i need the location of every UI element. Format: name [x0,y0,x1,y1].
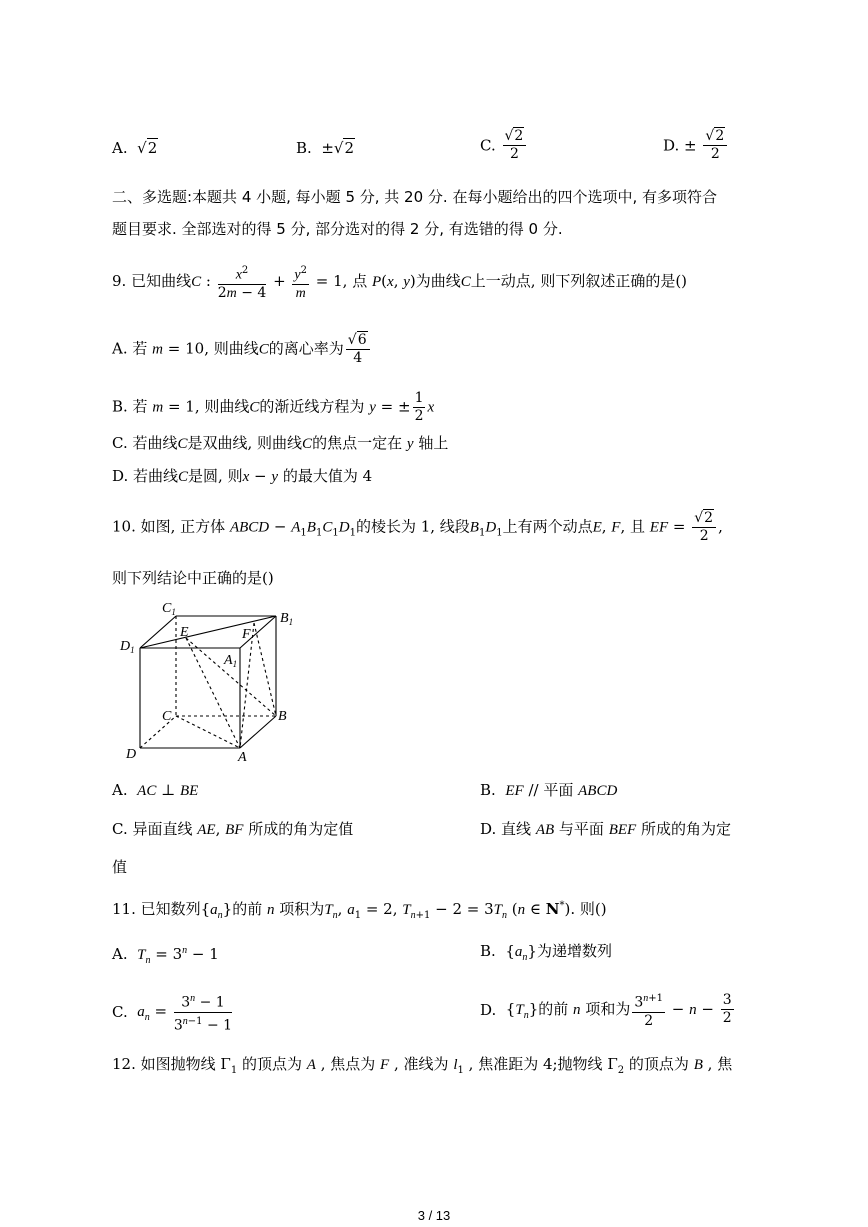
label-c1: $C_1$ [162,601,176,617]
label-f: F [242,627,251,642]
q11-option-a: A. $T_n = 3^n - 1$ [112,945,219,966]
fraction: $\frac{3}{2}$ [722,992,732,1027]
q11-option-d: D. $\{T_n\}$的前 n 项和为 $\frac{3^{n+1}}{2}$ − n − $\frac{3}{2}$ [480,990,736,1030]
q10-option-a: A. AC ⊥ BE [112,781,199,799]
fraction: $\frac{y^2}{m}$ [292,262,309,302]
sqrt-expression: √2 [137,139,158,157]
cube-figure [118,598,308,766]
q9-stem: 9. 已知曲线C : $\frac{x^2}{2m - 4}$ + $\frac{y^2}{m}$ = 1, 点 P(x, y)为曲线C上一动点, 则下列叙述正确的是() [112,262,687,302]
q10-stem-line2: 则下列结论中正确的是() [112,569,274,587]
q8-option-b: B. ±√2 [296,139,355,157]
sqrt-expression: √2 [333,139,355,157]
label-c: C [162,709,172,724]
q12-stem: 12. 如图抛物线 $\Gamma_1$ 的顶点为 A , 焦点为 F , 准线为 $l_1$ , 焦准距为 4;抛物线 $\Gamma_2$ 的顶点为 B , 焦 [112,1055,733,1076]
q8-option-c: C. $\frac{√2}{2}$ [480,128,528,163]
fraction: $\frac{√2}{2}$ [703,128,727,163]
section-header-line1: 二、多选题:本题共 4 小题, 每小题 5 分, 共 20 分. 在每小题给出的四个选项中, 有多项符合 [112,188,717,206]
page-number: 3 / 13 [417,1208,451,1223]
q9-option-c: C. 若曲线C是双曲线, 则曲线C的焦点一定在 y 轴上 [112,434,449,452]
label-d: D [126,747,137,762]
q11-option-c: C. $a_n$ = $\frac{3^n - 1}{3^{n-1} - 1}$ [112,990,234,1034]
label-d1: $D_1$ [120,639,135,655]
label-e: E [180,625,189,640]
q10-option-d: D. 直线 AB 与平面 BEF 所成的角为定 [480,820,732,838]
fraction: $\frac{√2}{2}$ [692,510,716,545]
q8-option-d: D. ± $\frac{√2}{2}$ [663,128,729,163]
fraction: $\frac{1}{2}$ [414,390,424,424]
q9-option-d: D. 若曲线C是圆, 则x − y 的最大值为 4 [112,467,373,485]
fraction: $\frac{√6}{4}$ [346,332,370,367]
q8-option-a: A. √2 [112,139,158,157]
fraction: $\frac{x^2}{2m - 4}$ [218,262,267,302]
q10-option-d-cont: 值 [112,858,128,876]
q9-option-b: B. 若 m = 1, 则曲线C的渐近线方程为 y = ± $\frac{1}{2}$ x [112,390,435,424]
fraction: $\frac{3^n - 1}{3^{n-1} - 1}$ [174,990,232,1034]
q10-option-c: C. 异面直线 AE, BF 所成的角为定值 [112,820,354,838]
q10-stem: 10. 如图, 正方体 ABCD − $A_1B_1C_1D_1$的棱长为 1, 线段$B_1D_1$上有两个动点E, F, 且 EF = $\frac{√2}{2}$ , [112,510,723,544]
fraction: $\frac{3^{n+1}}{2}$ [632,990,665,1030]
q9-option-a: A. 若 m = 10, 则曲线C的离心率为 $\frac{√6}{4}$ [112,332,372,367]
section-header-line2: 题目要求. 全部选对的得 5 分, 部分选对的得 2 分, 有选错的得 0 分. [112,220,563,238]
q11-option-b: B. $\{a_n\}$为递增数列 [480,942,612,963]
label-a: A [238,750,247,765]
label-a1: $A_1$ [224,653,238,669]
label-b: B [278,709,287,724]
q10-option-b: B. EF // 平面 ABCD [480,781,618,799]
fraction: $\frac{√2}{2}$ [503,128,527,163]
label-b1: $B_1$ [280,611,294,627]
q11-stem: 11. 已知数列$\{a_n\}$的前 n 项积为$T_n$, $a_1 = 2$, $T_{n+1} - 2 = 3T_n$ (n ∈ N*). 则() [112,900,607,921]
